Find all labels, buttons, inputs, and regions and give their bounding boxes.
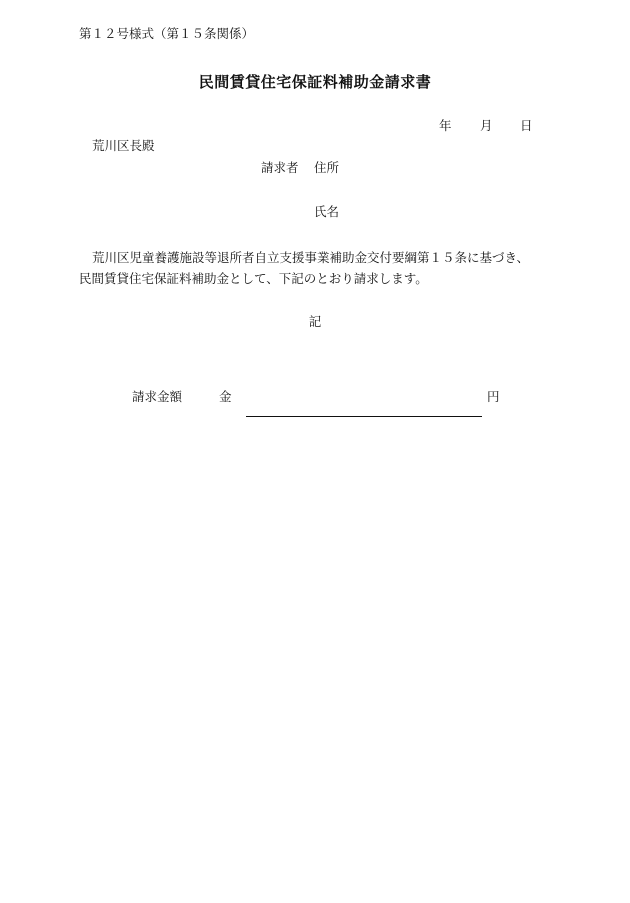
date-row [0,118,630,134]
addressee: 荒川区長殿 [92,138,155,153]
form-number: 第１２号様式（第１５条関係） [79,26,255,41]
requester-label: 請求者 [261,160,299,175]
amount-prefix: 金 [219,389,232,404]
amount-underline [246,416,482,417]
amount-unit: 円 [487,389,500,404]
amount-field[interactable] [246,386,482,414]
date-year-label: 年 [439,118,452,133]
body-line-1: 荒川区児童養護施設等退所者自立支援事業補助金交付要綱第１５条に基づき、 [92,250,530,265]
requester-address-label: 住所 [314,160,340,175]
date-day-label: 日 [520,118,533,133]
body-line-2: 民間賃貸住宅保証料補助金として、下記のとおり請求します。 [79,271,428,286]
ki-heading: 記 [308,314,322,329]
request-body-text [79,247,559,289]
date-month-label: 月 [480,118,493,133]
amount-label: 請求金額 [132,389,183,404]
document-title: 民間賃貸住宅保証料補助金請求書 [198,73,432,91]
requester-name-label: 氏名 [314,204,340,219]
